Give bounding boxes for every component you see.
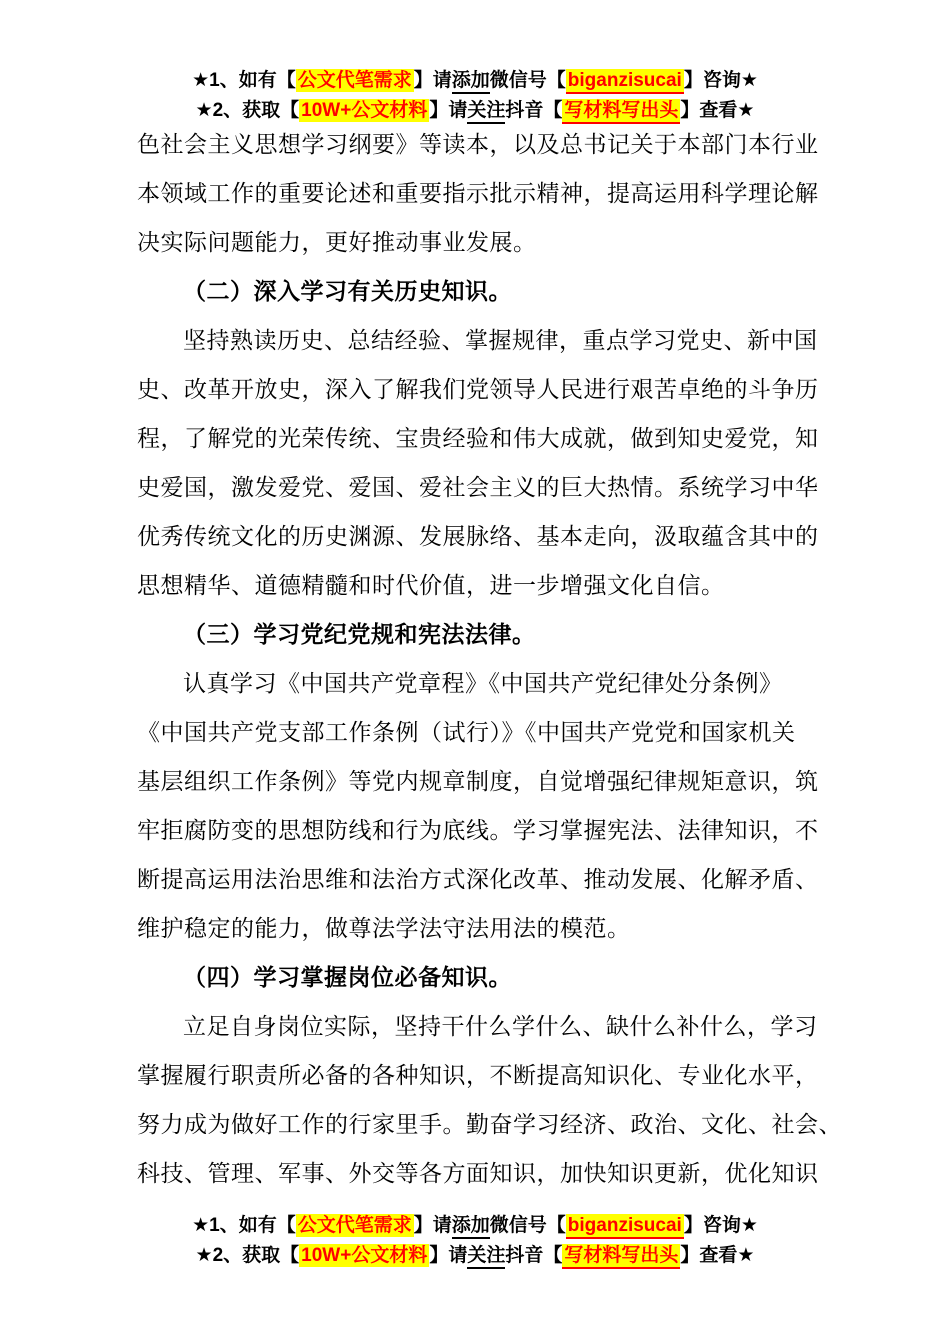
notice-text: 】咨询★ — [683, 1215, 758, 1236]
body-text-line: 史爱国，激发爱党、爱国、爱社会主义的巨大热情。系统学习中华 — [137, 474, 819, 500]
notice-highlighted-text: 10W+公文材料 — [301, 100, 428, 121]
body-text-line: 立足自身岗位实际，坚持干什么学什么、缺什么补什么，学习 — [183, 1013, 818, 1039]
body-text-line: 断提高运用法治思维和法治方式深化改革、推动发展、化解矛盾、 — [137, 866, 819, 892]
notice-text: 关注 — [467, 100, 505, 124]
body-text-line: 科技、管理、军事、外交等各方面知识，加快知识更新，优化知识 — [137, 1160, 819, 1186]
header-notice — [0, 66, 950, 126]
notice-text: 】查看★ — [680, 100, 755, 121]
notice-text: 抖音【 — [505, 100, 563, 121]
notice-highlighted-text: biganzisucai — [566, 69, 684, 94]
body-text-line: 《中国共产党支部工作条例（试行）》《中国共产党党和国家机关 — [137, 719, 796, 745]
notice-text: 】请 — [413, 1215, 452, 1236]
footer-notice — [0, 1211, 950, 1271]
body-text-line: 程，了解党的光荣传统、宝贵经验和伟大成就，做到知史爱党，知 — [137, 425, 819, 451]
body-text-line: 史、改革开放史，深入了解我们党领导人民进行艰苦卓绝的斗争历 — [137, 376, 819, 402]
notice-highlighted-text: 公文代笔需求 — [297, 1215, 412, 1236]
body-text-line: 坚持熟读历史、总结经验、掌握规律，重点学习党史、新中国 — [183, 327, 818, 353]
notice-text: ★1、如有【 — [192, 70, 296, 91]
notice-text: ★2、获取【 — [195, 100, 300, 121]
notice-text: 微信号【 — [489, 1215, 566, 1236]
notice-text: 抖音【 — [505, 1245, 563, 1266]
notice-highlighted-text: 写材料写出头 — [562, 1244, 680, 1269]
body-text-line: 认真学习《中国共产党章程》《中国共产党纪律处分条例》 — [183, 670, 783, 696]
body-text-line: 本领域工作的重要论述和重要指示批示精神，提高运用科学理论解 — [137, 180, 819, 206]
notice-highlighted-text: 公文代笔需求 — [297, 70, 412, 91]
notice-text: 】查看★ — [680, 1245, 755, 1266]
notice-text: 微信号【 — [489, 70, 566, 91]
notice-highlighted-text: 10W+公文材料 — [301, 1245, 428, 1266]
notice-text: 添加 — [452, 1215, 490, 1239]
notice-text: 】请 — [413, 70, 452, 91]
body-text-line: 色社会主义思想学习纲要》等读本，以及总书记关于本部门本行业 — [137, 131, 819, 157]
notice-line — [0, 66, 950, 96]
body-text-line: 努力成为做好工作的行家里手。勤奋学习经济、政治、文化、社会、 — [137, 1111, 842, 1137]
notice-line — [0, 1241, 950, 1271]
body-text-line: 决实际问题能力，更好推动事业发展。 — [137, 229, 537, 255]
notice-text: 添加 — [452, 70, 490, 94]
notice-text: ★1、如有【 — [192, 1215, 296, 1236]
body-text-line: 牢拒腐防变的思想防线和行为底线。学习掌握宪法、法律知识，不 — [137, 817, 819, 843]
notice-highlighted-text: biganzisucai — [566, 1214, 684, 1239]
section-heading: （三）学习党纪党规和宪法法律。 — [183, 621, 536, 647]
notice-text: ★2、获取【 — [195, 1245, 300, 1266]
notice-text: 】请 — [429, 100, 468, 121]
body-text-line: 基层组织工作条例》等党内规章制度，自觉增强纪律规矩意识，筑 — [137, 768, 819, 794]
body-text-line: 思想精华、道德精髓和时代价值，进一步增强文化自信。 — [137, 572, 725, 598]
notice-highlighted-text: 写材料写出头 — [562, 99, 680, 124]
notice-line — [0, 1211, 950, 1241]
body-text-line: 优秀传统文化的历史渊源、发展脉络、基本走向，汲取蕴含其中的 — [137, 523, 819, 549]
section-heading: （四）学习掌握岗位必备知识。 — [183, 964, 512, 990]
body-text-line: 维护稳定的能力，做尊法学法守法用法的模范。 — [137, 915, 631, 941]
document-body — [137, 120, 842, 1198]
body-text-line: 掌握履行职责所必备的各种知识，不断提高知识化、专业化水平， — [137, 1062, 819, 1088]
notice-text: 】咨询★ — [683, 70, 758, 91]
section-heading: （二）深入学习有关历史知识。 — [183, 278, 512, 304]
notice-text: 关注 — [467, 1245, 505, 1269]
notice-text: 】请 — [429, 1245, 468, 1266]
